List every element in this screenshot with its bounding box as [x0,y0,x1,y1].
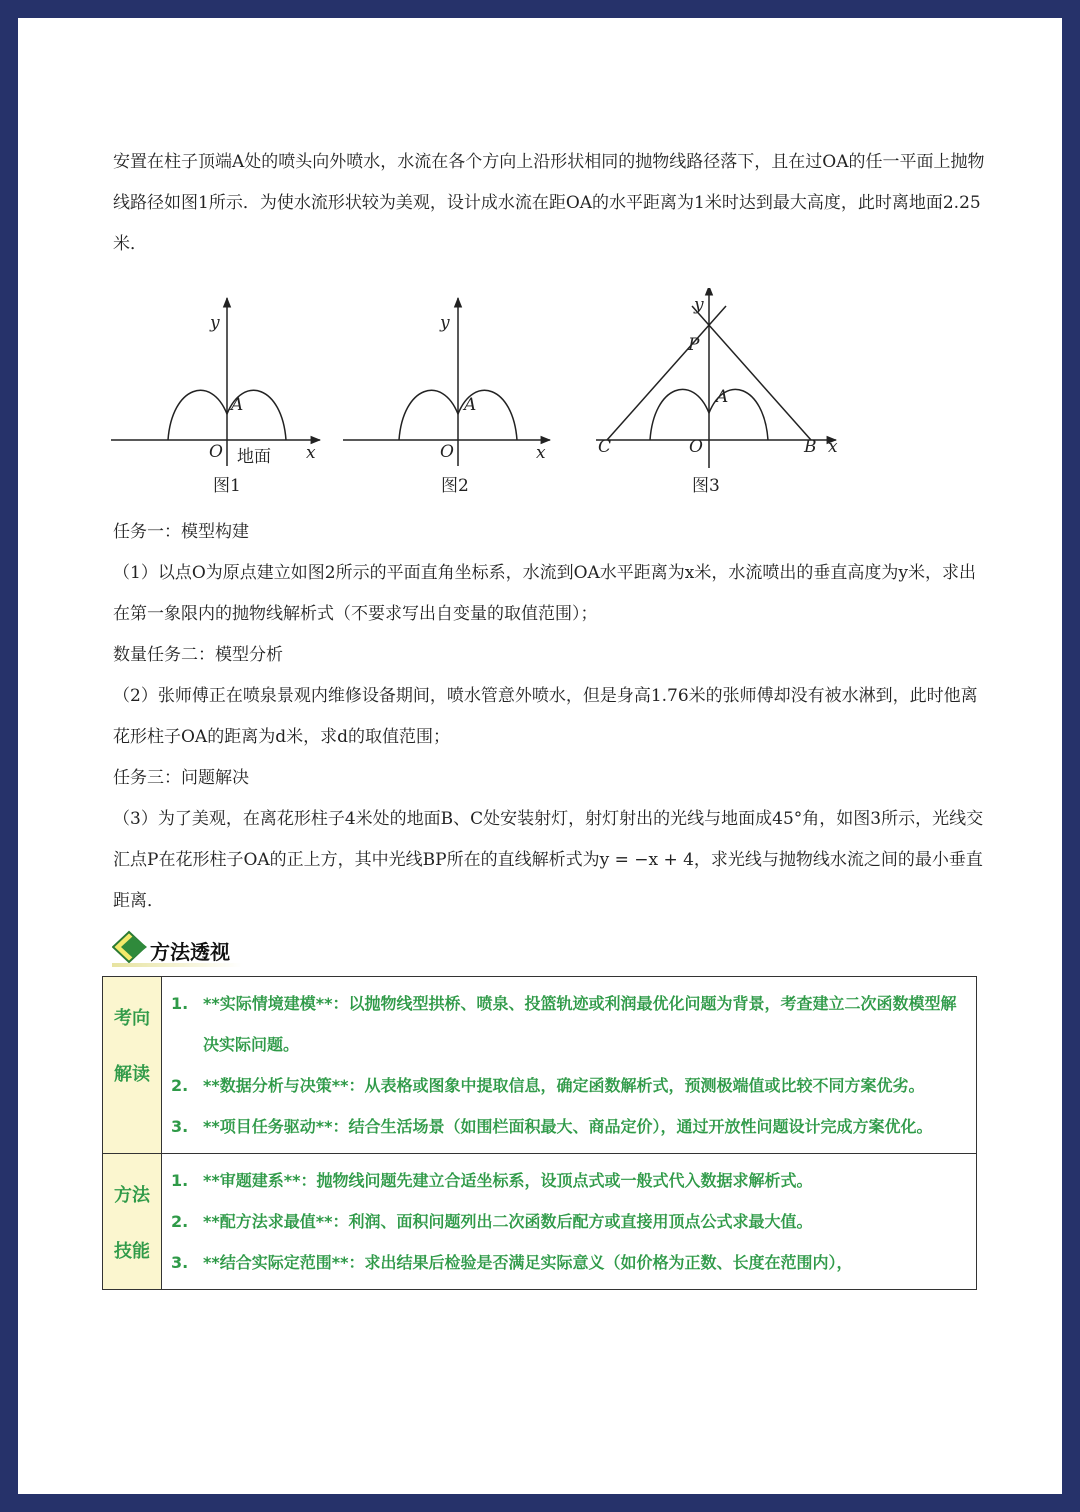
item-text: **项目任务驱动**：结合生活场景（如围栏面积最大、商品定价），通过开放性问题设计完成方案优化。 [203,1117,933,1136]
item-number: 1. [171,1171,189,1190]
list-item [171,1065,968,1106]
list-item [171,1242,968,1283]
item-text: **实际情境建模**：以抛物线型拱桥、喷泉、投篮轨迹或利润最优化问题为背景，考查建立二次函数模型解决实际问题。 [203,994,957,1054]
fig3-c-label: C [598,437,612,457]
item-text: **审题建系**：抛物线问题先建立合适坐标系，设顶点式或一般式代入数据求解析式。 [203,1171,813,1190]
fig3-a-label: A [716,387,729,407]
list-item [171,1106,968,1147]
item-number: 1. [171,994,189,1013]
row1-label-line1: 考向 [114,1008,150,1029]
table-row [103,1154,977,1290]
row2-label-line1: 方法 [114,1185,150,1206]
fig3-x-label: x [828,437,838,457]
row1-label-line2: 解读 [114,1064,150,1085]
table-row [103,977,977,1154]
diamond-icon [112,930,152,964]
item-number: 2. [171,1212,189,1231]
fig3-line-cp [607,306,729,440]
intro-paragraph: 安置在柱子顶端A处的喷头向外喷水，水流在各个方向上沿形状相同的抛物线路径落下，且在过OA的任一平面上抛物线路径如图1所示．为使水流形状较为美观，设计成水流在距OA的水平距离为1米时达到最大高度，此时离地面2.25米． [113,152,985,254]
task2-title: 数量任务二：模型分析 [113,645,283,665]
figure-1 [111,298,320,496]
figure-3 [596,288,838,496]
item-number: 2. [171,1076,189,1095]
item-number: 3. [171,1117,189,1136]
method-table [102,976,977,1290]
task3-title: 任务三：问题解决 [113,768,249,788]
fig1-x-label: x [306,443,316,463]
list-item [171,1160,968,1201]
fig1-ground-label: 地面 [237,447,271,467]
fig2-y-label: y [440,313,450,333]
fig3-p-label: P [688,335,700,355]
question-1: （1）以点O为原点建立如图2所示的平面直角坐标系，水流到OA水平距离为x米，水流喷出的垂直高度为y米，求出在第一象限内的抛物线解析式（不要求写出自变量的取值范围）； [113,563,976,624]
fig1-caption: 图1 [213,476,241,496]
section-header [112,928,312,970]
section-title: 方法透视 [150,940,230,964]
row2-label-cell [103,1154,162,1290]
fig1-a-label: A [231,395,244,415]
fig1-origin-label: O [209,442,223,462]
fig3-y-label: y [694,295,704,315]
fig2-a-label: A [464,395,477,415]
row1-label-cell [103,977,162,1154]
question-3: （3）为了美观，在离花形柱子4米处的地面B、C处安装射灯，射灯射出的光线与地面成45°角，如图3所示，光线交汇点P在花形柱子OA的正上方，其中光线BP所在的直线解析式为y = −x + 4，求光线与抛物线水流之间的最小垂直距离． [113,809,984,911]
fig3-caption: 图3 [692,476,720,496]
item-text: **数据分析与决策**：从表格或图象中提取信息，确定函数解析式，预测极端值或比较不同方案优劣。 [203,1076,925,1095]
row2-body-cell [162,1154,977,1290]
item-number: 3. [171,1253,189,1272]
row2-label-line2: 技能 [114,1241,150,1262]
figures-svg [18,288,1062,528]
fig3-origin-label: O [689,437,703,457]
list-item [171,1201,968,1242]
task1-title: 任务一：模型构建 [113,522,249,542]
fig1-y-label: y [210,313,220,333]
figures-row [18,288,1062,528]
page [18,18,1062,1494]
figure-2 [343,298,550,496]
list-item [171,983,968,1065]
fig2-origin-label: O [440,442,454,462]
fig2-caption: 图2 [441,476,469,496]
fig3-line-bp [692,306,811,440]
item-text: **配方法求最值**：利润、面积问题列出二次函数后配方或直接用顶点公式求最大值。 [203,1212,813,1231]
question-2: （2）张师傅正在喷泉景观内维修设备期间，喷水管意外喷水，但是身高1.76米的张师傅却没有被水淋到，此时他离花形柱子OA的距离为d米，求d的取值范围； [113,686,978,747]
fig2-x-label: x [536,443,546,463]
row1-body-cell [162,977,977,1154]
item-text: **结合实际定范围**：求出结果后检验是否满足实际意义（如价格为正数、长度在范围内）， [203,1253,853,1272]
fig3-b-label: B [804,437,817,457]
